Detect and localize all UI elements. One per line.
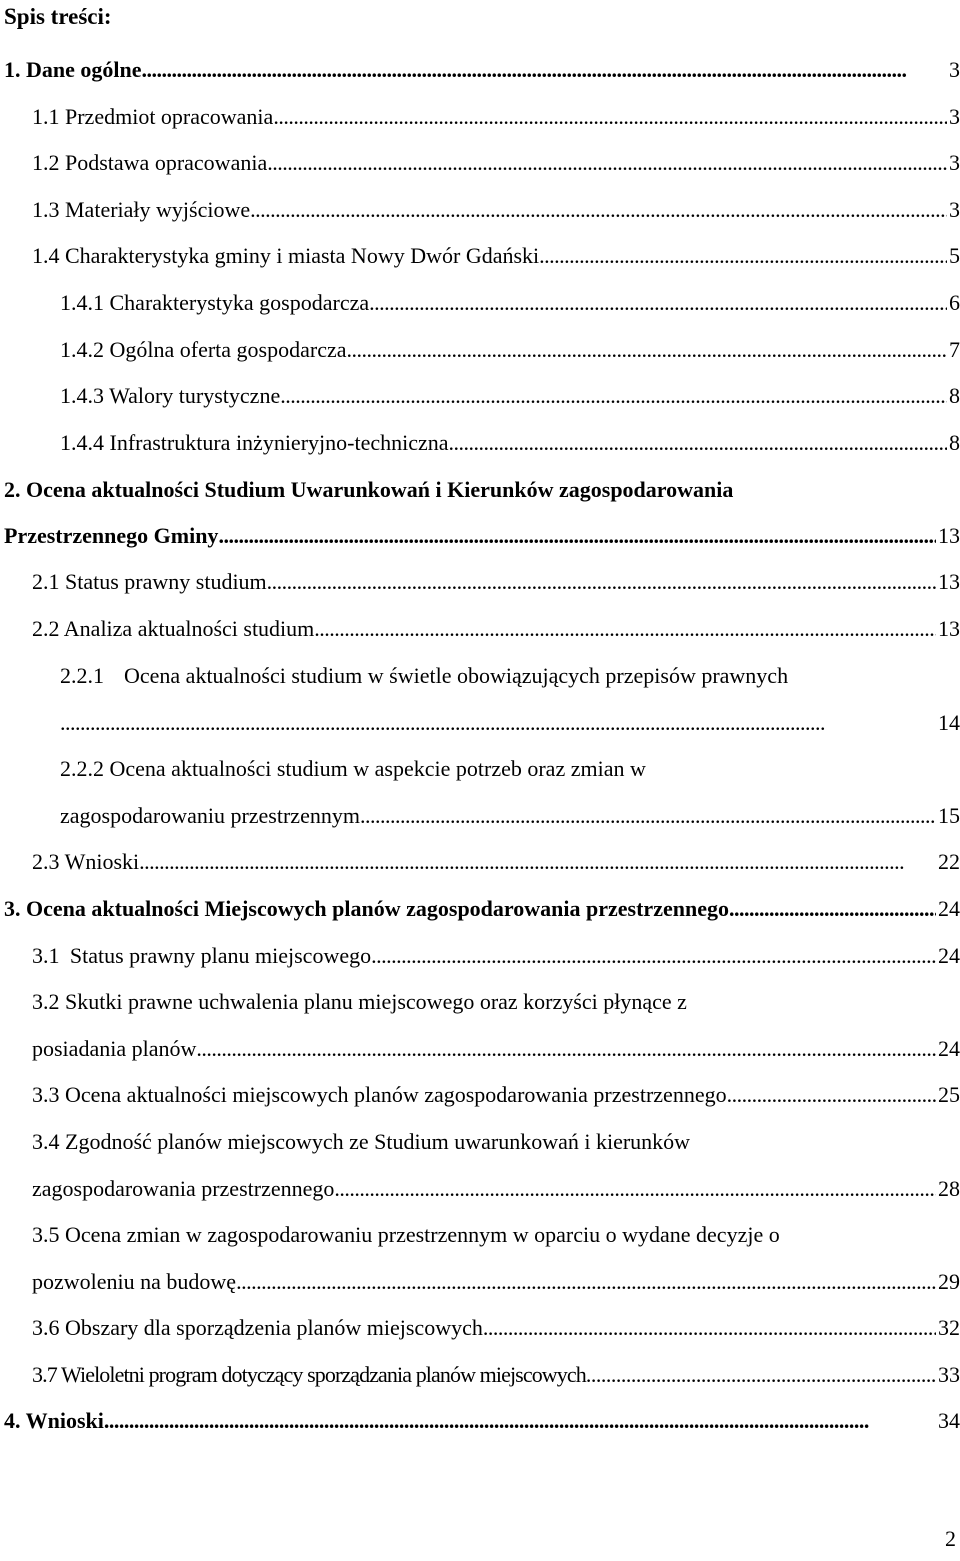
dot-leader bbox=[314, 612, 936, 646]
dot-leader bbox=[104, 1404, 936, 1438]
dot-leader bbox=[250, 193, 947, 227]
toc-entry-title: 3.6 Obszary dla sporządzenia planów miejscowych bbox=[32, 1315, 483, 1340]
toc-entry-page: 14 bbox=[938, 710, 960, 735]
toc-entry-3-2[interactable] bbox=[32, 1032, 960, 1066]
toc-entry-number: 3.1 bbox=[32, 943, 60, 968]
toc-entry-title: 1.4.1 Charakterystyka gospodarcza bbox=[60, 290, 370, 315]
toc-entry-page: 28 bbox=[938, 1176, 960, 1201]
toc-entry-page: 3 bbox=[949, 150, 960, 175]
toc-entry-title: 2.2 Analiza aktualności studium bbox=[32, 616, 315, 641]
toc-entry-2-2-2[interactable] bbox=[60, 799, 960, 833]
toc-entry-1-4-1[interactable] bbox=[60, 286, 960, 320]
toc-entry-title: 4. Wnioski bbox=[4, 1408, 104, 1433]
toc-entry-1-4[interactable] bbox=[32, 239, 960, 273]
dot-leader bbox=[236, 1265, 936, 1299]
dot-leader bbox=[449, 426, 947, 460]
toc-entry-page: 34 bbox=[938, 1408, 960, 1433]
toc-entry-title: 1.4.4 Infrastruktura inżynieryjno-techniczna bbox=[60, 430, 449, 455]
dot-leader bbox=[360, 799, 936, 833]
dot-leader bbox=[727, 1078, 936, 1112]
dot-leader bbox=[218, 519, 936, 553]
dot-leader bbox=[267, 146, 947, 180]
toc-entry-1-4-2[interactable] bbox=[60, 333, 960, 367]
toc-entry-title: 1.4.2 Ogólna oferta gospodarcza bbox=[60, 337, 347, 362]
toc-entry-1-3[interactable] bbox=[32, 193, 960, 227]
dot-leader bbox=[539, 239, 947, 273]
toc-entry-3-4-line1[interactable]: 3.4 Zgodność planów miejscowych ze Studium uwarunkowań i kierunków bbox=[32, 1129, 691, 1154]
page-number: 2 bbox=[945, 1526, 956, 1551]
dot-leader bbox=[483, 1311, 936, 1345]
toc-entry-page: 32 bbox=[938, 1315, 960, 1340]
toc-heading: Spis treści: bbox=[4, 4, 112, 29]
toc-entry-page: 3 bbox=[949, 57, 960, 82]
toc-entry-title: 1. Dane ogólne bbox=[4, 57, 142, 82]
toc-entry-title: zagospodarowania przestrzennego bbox=[32, 1176, 335, 1201]
toc-entry-2-1[interactable] bbox=[32, 565, 960, 599]
dot-leader bbox=[196, 1032, 936, 1066]
dot-leader bbox=[267, 565, 936, 599]
toc-entry-title: 3.3 Ocena aktualności miejscowych planów zagospodarowania przestrzennego bbox=[32, 1082, 727, 1107]
toc-entry-1[interactable] bbox=[4, 53, 960, 87]
toc-entry-page: 3 bbox=[949, 104, 960, 129]
toc-entry-page: 5 bbox=[949, 243, 960, 268]
toc-entry-3-4[interactable] bbox=[32, 1172, 960, 1206]
toc-entry-page: 3 bbox=[949, 197, 960, 222]
toc-entry-title: 3. Ocena aktualności Miejscowych planów zagospodarowania przestrzennego bbox=[4, 896, 729, 921]
dot-leader bbox=[142, 53, 948, 87]
toc-entry-2-2-2-line1[interactable]: 2.2.2 Ocena aktualności studium w aspekcie potrzeb oraz zmian w bbox=[60, 756, 646, 781]
toc-entry-page: 33 bbox=[938, 1362, 960, 1387]
toc-entry-title: zagospodarowaniu przestrzennym bbox=[60, 803, 360, 828]
toc-entry-title: 3.7 Wieloletni program dotyczący sporządzania planów miejscowych bbox=[32, 1362, 586, 1387]
dot-leader bbox=[371, 939, 936, 973]
toc-entry-2[interactable] bbox=[4, 519, 960, 553]
toc-entry-page: 13 bbox=[938, 569, 960, 594]
toc-entry-1-2[interactable] bbox=[32, 146, 960, 180]
toc-entry-page: 8 bbox=[949, 430, 960, 455]
toc-entry-3-5-line1[interactable]: 3.5 Ocena zmian w zagospodarowaniu przestrzennym w oparciu o wydane decyzje o bbox=[32, 1222, 780, 1247]
dot-leader bbox=[139, 845, 936, 879]
toc-entry-page: 29 bbox=[938, 1269, 960, 1294]
toc-entry-title: Przestrzennego Gminy bbox=[4, 523, 219, 548]
toc-entry-title: posiadania planów bbox=[32, 1036, 197, 1061]
dot-leader bbox=[273, 100, 947, 134]
toc-entry-1-4-3[interactable] bbox=[60, 379, 960, 413]
toc-entry-title: 2.1 Status prawny studium bbox=[32, 569, 267, 594]
dot-leader bbox=[729, 892, 936, 926]
toc-entry-page: 7 bbox=[949, 337, 960, 362]
dot-leader bbox=[369, 286, 947, 320]
toc-entry-title: pozwoleniu na budowę bbox=[32, 1269, 237, 1294]
toc-entry-2-2[interactable] bbox=[32, 612, 960, 646]
toc-entry-page: 13 bbox=[938, 523, 960, 548]
toc-entry-title: 1.1 Przedmiot opracowania bbox=[32, 104, 274, 129]
toc-entry-4[interactable] bbox=[4, 1404, 960, 1438]
toc-entry-page: 15 bbox=[938, 803, 960, 828]
toc-entry-3-1[interactable] bbox=[32, 939, 960, 973]
dot-leader bbox=[586, 1358, 936, 1392]
toc-entry-title: 1.4.3 Walory turystyczne bbox=[60, 383, 281, 408]
dot-leader bbox=[334, 1172, 936, 1206]
toc-entry-page: 13 bbox=[938, 616, 960, 641]
toc-entry-1-1[interactable] bbox=[32, 100, 960, 134]
dot-leader bbox=[60, 706, 936, 740]
toc-entry-page: 8 bbox=[949, 383, 960, 408]
toc-entry-2-line1[interactable]: 2. Ocena aktualności Studium Uwarunkowań i Kierunków zagospodarowania bbox=[4, 477, 734, 502]
toc-entry-3-2-line1[interactable]: 3.2 Skutki prawne uchwalenia planu miejscowego oraz korzyści płynące z bbox=[32, 989, 687, 1014]
toc-entry-title: 2.3 Wnioski bbox=[32, 849, 140, 874]
dot-leader bbox=[280, 379, 947, 413]
toc-entry-page: 24 bbox=[938, 943, 960, 968]
toc-entry-1-4-4[interactable] bbox=[60, 426, 960, 460]
toc-entry-title: Status prawny planu miejscowego bbox=[69, 943, 372, 968]
toc-entry-3-7[interactable] bbox=[32, 1358, 960, 1392]
toc-entry-page: 6 bbox=[949, 290, 960, 315]
toc-entry-3[interactable] bbox=[4, 892, 960, 926]
toc-entry-page: 24 bbox=[938, 896, 960, 921]
toc-entry-number: 2.2.1 bbox=[60, 663, 104, 688]
toc-entry-2-3[interactable] bbox=[32, 845, 960, 879]
toc-entry-title: Ocena aktualności studium w świetle obowiązujących przepisów prawnych bbox=[124, 663, 789, 688]
dot-leader bbox=[347, 333, 947, 367]
toc-entry-2-2-1-line1[interactable] bbox=[60, 659, 788, 693]
toc-entry-3-3[interactable] bbox=[32, 1078, 960, 1112]
toc-entry-title: 1.2 Podstawa opracowania bbox=[32, 150, 268, 175]
toc-entry-page: 25 bbox=[938, 1082, 960, 1107]
toc-entry-page: 24 bbox=[938, 1036, 960, 1061]
toc-entry-page: 22 bbox=[938, 849, 960, 874]
toc-entry-3-6[interactable] bbox=[32, 1311, 960, 1345]
toc-entry-title: 1.3 Materiały wyjściowe bbox=[32, 197, 251, 222]
toc-entry-3-5[interactable] bbox=[32, 1265, 960, 1299]
toc-entry-title: 1.4 Charakterystyka gminy i miasta Nowy Dwór Gdański bbox=[32, 243, 540, 268]
toc-entry-2-2-1[interactable] bbox=[60, 706, 960, 740]
